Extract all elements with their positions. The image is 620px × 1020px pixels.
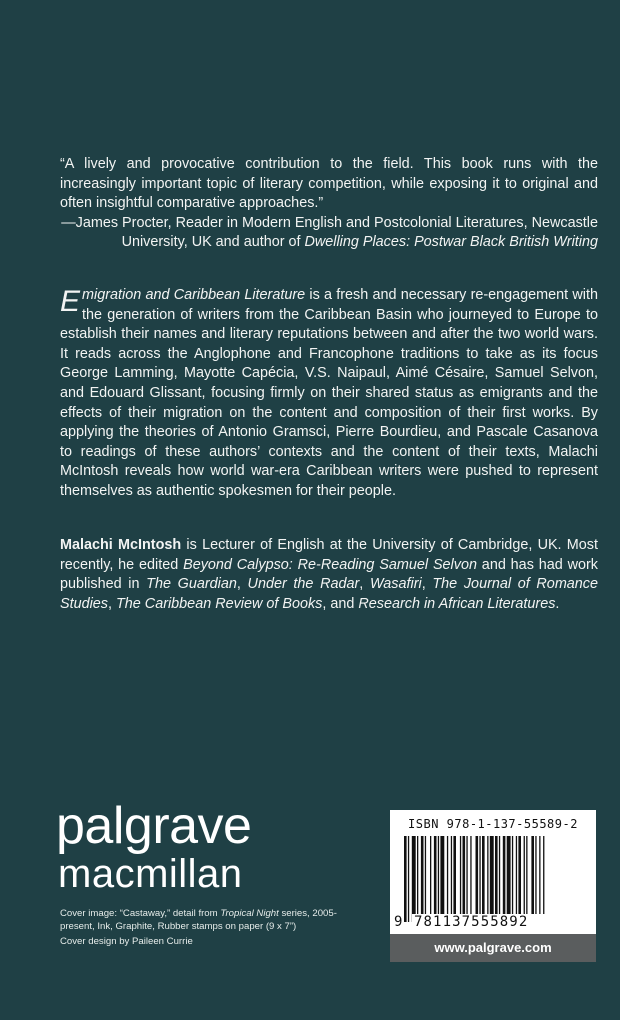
barcode-bar [499, 836, 500, 922]
publication-title: Under the Radar [247, 576, 360, 593]
series-title: Tropical Night [220, 908, 279, 919]
barcode-bar [438, 836, 439, 922]
cover-design-credit: Cover design by Paileen Currie [60, 936, 193, 948]
credit-text: Cover image: “Castaway,” detail from [60, 908, 221, 919]
barcode-bar [421, 836, 424, 922]
credit-text: series, 2005-present, Ink, Graphite, Rubber stamps on paper (9 x 7”) [60, 908, 337, 932]
barcode-bar [460, 836, 461, 922]
separator: , [108, 595, 116, 612]
book-description [60, 286, 598, 502]
barcode-icon [404, 836, 582, 922]
separator: , [236, 576, 248, 593]
barcode-bar [463, 836, 466, 922]
barcode-bar [490, 836, 494, 922]
bio-text: is Lecturer of English at the University of Cambridge, UK. Most recently, he edited [60, 537, 598, 573]
barcode-bar [516, 836, 517, 922]
barcode-bar [430, 836, 431, 922]
attribution-text: —James Procter, Reader in Modern English and Postcolonial Literatures, Newcastle University, UK and author of [61, 214, 598, 251]
edited-book-title: Beyond Calypso: Re-Reading Samuel Selvon [183, 556, 477, 573]
attribution-book-title: Dwelling Places: Postwar Black British Writing [304, 234, 598, 251]
barcode-bar [451, 836, 452, 922]
isbn-barcode-box [390, 810, 596, 934]
barcode-bar [531, 836, 534, 922]
barcode-bar [425, 836, 426, 922]
cover-image-credit [60, 908, 350, 933]
separator: , [421, 576, 433, 593]
barcode-first-digit: 9 [394, 914, 403, 930]
publisher-logo-line1: palgrave [56, 797, 252, 855]
quote-attribution [60, 214, 598, 253]
book-title-inline: migration and Caribbean Literature [82, 287, 306, 303]
barcode-bar [524, 836, 525, 922]
barcode-bar [543, 836, 544, 922]
publisher-logo [56, 797, 252, 896]
barcode-digits: 781137555892 [412, 914, 590, 930]
barcode-bar [470, 836, 471, 922]
publisher-logo-line2: macmillan [58, 852, 243, 896]
barcode-bar [412, 836, 416, 922]
description-paragraph [60, 286, 598, 502]
author-name: Malachi McIntosh [60, 537, 182, 553]
bio-text: and has had work published in [60, 556, 598, 593]
publisher-website: www.palgrave.com [390, 934, 596, 962]
separator: . [555, 595, 560, 612]
barcode-bar [417, 836, 418, 922]
publication-title: The Guardian [146, 576, 237, 593]
author-bio [60, 536, 598, 614]
separator: , and [322, 595, 359, 612]
barcode-bar [507, 836, 511, 922]
barcode-bar [408, 836, 409, 922]
barcode-bar [440, 836, 444, 922]
isbn-label: ISBN 978-1-137-55589-2 [408, 817, 578, 831]
publication-title: The Caribbean Review of Books [116, 595, 323, 612]
review-quote [60, 155, 598, 253]
barcode-bar [487, 836, 488, 922]
barcode-bar [526, 836, 527, 922]
quote-text: “A lively and provocative contribution to the field. This book runs with the increasingly important topic of literary competition, while exposing it to original and often insightful comparative approaches.” [60, 156, 598, 212]
barcode-bar [404, 836, 407, 922]
publication-title: Wasafiri [369, 576, 422, 593]
barcode-bar [495, 836, 498, 922]
author-bio-paragraph [60, 536, 598, 614]
barcode-bar [539, 836, 540, 922]
publication-title: Research in African Literatures [358, 595, 556, 612]
drop-cap: E [60, 285, 81, 318]
barcode-bar [466, 836, 467, 922]
barcode-bar [434, 836, 437, 922]
barcode-bar [453, 836, 456, 922]
barcode-bar [447, 836, 448, 922]
cover-credits [60, 908, 350, 952]
barcode-bar [535, 836, 536, 922]
barcode-bar [518, 836, 521, 922]
description-text: is a fresh and necessary re-engagement with the generation of writers from the Caribbean Basin who journeyed to Europe to establish their names and literary reputations between and after the two world wars. It reads across the Anglophone and Francophone traditions to take as its focus George Lamming, Mayotte Capécia, V.S. Naipaul, Aimé Césaire, Samuel Selvon, and Edouard Glissant, focusing firmly on their shared status as emigrants and the effects of their migration on the content and composition of their first works. By applying the theories of Antonio Gramsci, Pierre Bourdieu, and Pascale Casanova to readings of these authors’ contexts and the content of their texts, Malachi McIntosh reveals how world war-era Caribbean writers were pushed to represent themselves as authentic spokesmen for their people. [60, 287, 599, 499]
publication-title: The Journal of Romance Studies [60, 576, 599, 612]
barcode-bar [503, 836, 506, 922]
barcode-bar [479, 836, 480, 922]
separator: , [359, 576, 370, 593]
barcode-bar [482, 836, 485, 922]
barcode-bar [512, 836, 513, 922]
barcode-bar [476, 836, 479, 922]
